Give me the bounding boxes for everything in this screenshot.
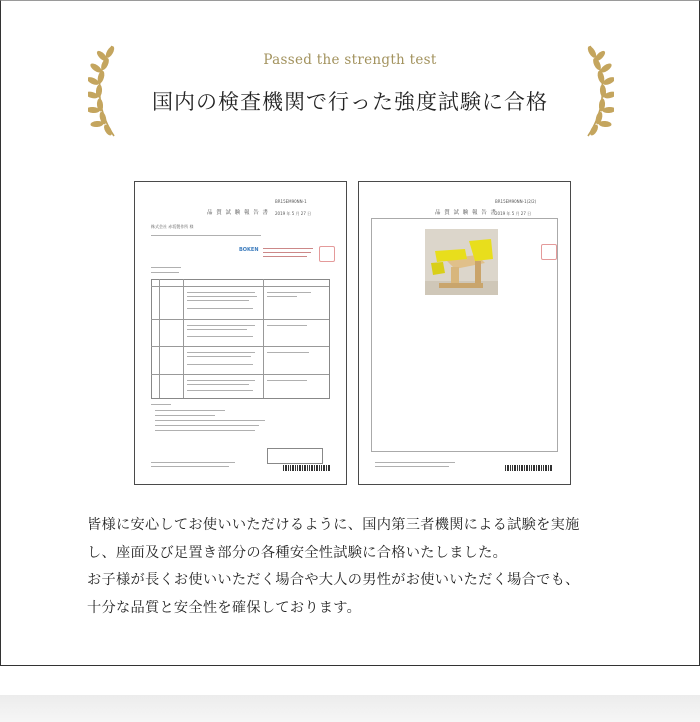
barcode-icon [505,465,553,471]
seal-stamp [541,244,557,260]
report-date: 2019 年 5 月 27 日 [275,211,312,216]
doc-title: 品 質 試 験 報 告 書 [207,210,269,216]
description-text [87,512,627,622]
subtitle: Passed the strength test [263,52,437,68]
seal-stamp [319,246,335,262]
description-line-1: 皆様に安心してお使いいただけるように、国内第三者機関による試験を実施 [87,517,580,533]
bottom-band [0,695,700,722]
report-number: BR15EM90NN-1 [275,199,307,204]
boken-logo: BOKEN [239,247,259,253]
report-number: BR15EM90NN-1(2/2) [495,199,537,204]
chair-photo [425,229,498,295]
report-date: 2019 年 5 月 27 日 [495,211,532,216]
doc-title: 品 質 試 験 報 告 書 [435,210,497,216]
test-report-image-1 [134,181,347,485]
description-line-4: 十分な品質と安全性を確保しております。 [87,599,362,616]
barcode-icon [283,465,331,471]
description-line-2: し、座面及び足置き部分の各種安全性試験に合格いたしました。 [87,544,508,561]
page-title: 国内の検査機関で行った強度試験に合格 [152,90,548,114]
client-name: 株式会社 赤坂製作所 様 [151,224,194,229]
description-line-3: お子様が長くお使いいただく場合や大人の男性がお使いいただく場合でも、 [87,572,580,588]
test-report-image-2 [358,181,571,485]
